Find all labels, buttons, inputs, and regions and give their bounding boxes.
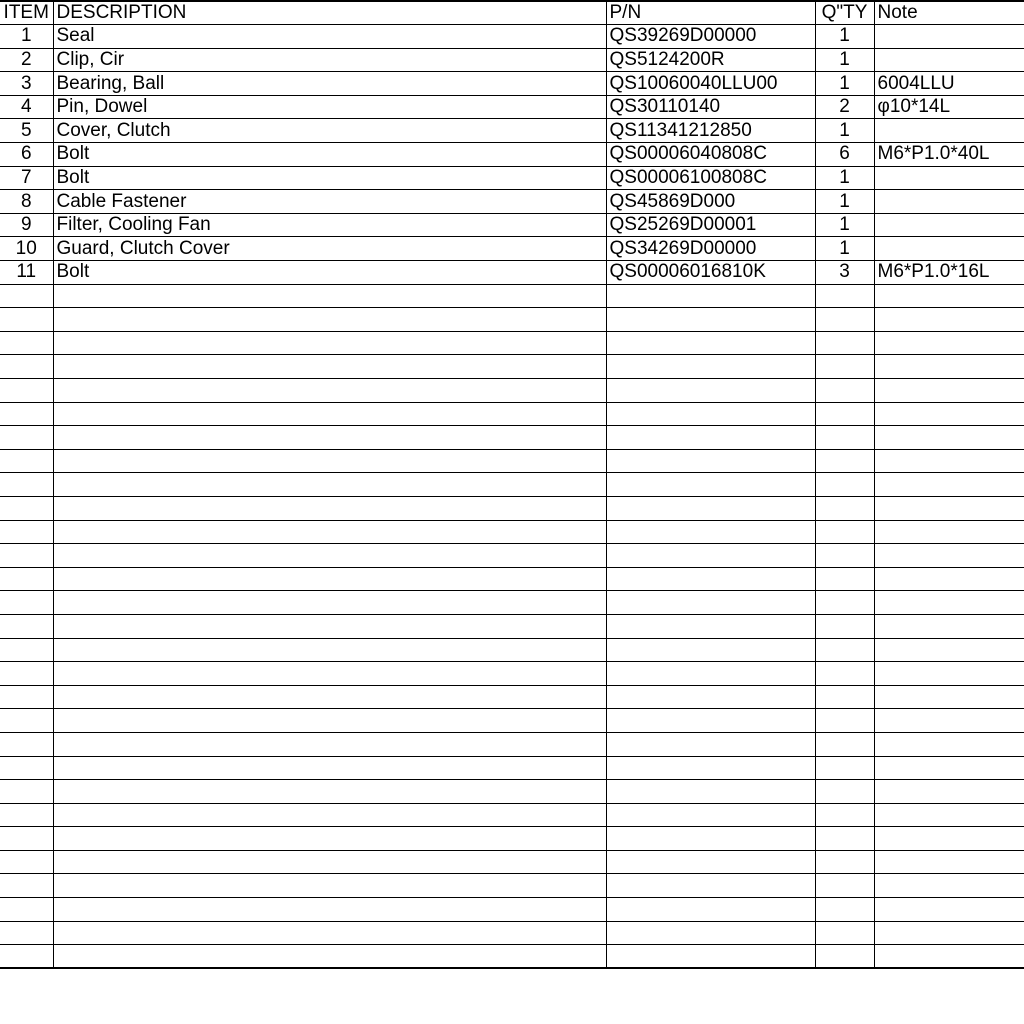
empty-table-row xyxy=(0,945,1024,969)
cell-description: Cable Fastener xyxy=(53,190,606,214)
cell-quantity: 6 xyxy=(815,143,874,167)
empty-cell xyxy=(0,874,53,898)
empty-cell xyxy=(0,473,53,497)
empty-cell xyxy=(0,379,53,403)
cell-quantity: 1 xyxy=(815,25,874,49)
empty-table-row xyxy=(0,827,1024,851)
empty-cell xyxy=(606,355,815,379)
empty-cell xyxy=(874,473,1024,497)
cell-item: 8 xyxy=(0,190,53,214)
cell-note xyxy=(874,190,1024,214)
empty-cell xyxy=(606,591,815,615)
empty-cell xyxy=(815,426,874,450)
cell-quantity: 1 xyxy=(815,119,874,143)
empty-cell xyxy=(0,921,53,945)
empty-cell xyxy=(874,496,1024,520)
empty-cell xyxy=(606,685,815,709)
empty-cell xyxy=(53,756,606,780)
empty-cell xyxy=(53,803,606,827)
cell-description: Bolt xyxy=(53,143,606,167)
empty-cell xyxy=(606,638,815,662)
empty-cell xyxy=(606,898,815,922)
empty-cell xyxy=(606,827,815,851)
empty-cell xyxy=(53,591,606,615)
empty-cell xyxy=(0,308,53,332)
empty-cell xyxy=(815,662,874,686)
empty-table-row xyxy=(0,520,1024,544)
table-row xyxy=(0,25,1024,49)
empty-cell xyxy=(53,898,606,922)
empty-cell xyxy=(815,402,874,426)
empty-cell xyxy=(606,567,815,591)
empty-cell xyxy=(874,945,1024,969)
empty-cell xyxy=(874,685,1024,709)
empty-cell xyxy=(874,379,1024,403)
empty-cell xyxy=(815,308,874,332)
empty-cell xyxy=(0,780,53,804)
table-row xyxy=(0,190,1024,214)
cell-item: 7 xyxy=(0,166,53,190)
empty-cell xyxy=(815,756,874,780)
empty-cell xyxy=(606,850,815,874)
empty-table-row xyxy=(0,638,1024,662)
empty-cell xyxy=(53,850,606,874)
empty-cell xyxy=(606,874,815,898)
empty-cell xyxy=(606,921,815,945)
empty-table-row xyxy=(0,709,1024,733)
empty-cell xyxy=(815,567,874,591)
empty-cell xyxy=(874,308,1024,332)
empty-cell xyxy=(0,638,53,662)
empty-table-row xyxy=(0,780,1024,804)
cell-part-number: QS5124200R xyxy=(606,48,815,72)
empty-cell xyxy=(815,355,874,379)
empty-cell xyxy=(53,614,606,638)
empty-cell xyxy=(606,709,815,733)
cell-part-number: QS00006016810K xyxy=(606,261,815,285)
empty-cell xyxy=(815,591,874,615)
empty-cell xyxy=(815,945,874,969)
empty-table-row xyxy=(0,732,1024,756)
cell-quantity: 3 xyxy=(815,261,874,285)
empty-cell xyxy=(0,355,53,379)
table-row xyxy=(0,48,1024,72)
cell-part-number: QS45869D000 xyxy=(606,190,815,214)
table-row xyxy=(0,119,1024,143)
table-header-row xyxy=(0,1,1024,25)
cell-item: 5 xyxy=(0,119,53,143)
empty-cell xyxy=(53,709,606,733)
cell-part-number: QS00006100808C xyxy=(606,166,815,190)
empty-cell xyxy=(874,591,1024,615)
empty-cell xyxy=(53,732,606,756)
empty-cell xyxy=(815,544,874,568)
empty-cell xyxy=(874,709,1024,733)
empty-cell xyxy=(815,709,874,733)
table-row xyxy=(0,237,1024,261)
cell-part-number: QS34269D00000 xyxy=(606,237,815,261)
empty-table-row xyxy=(0,426,1024,450)
empty-table-row xyxy=(0,874,1024,898)
empty-table-row xyxy=(0,614,1024,638)
empty-cell xyxy=(874,874,1024,898)
empty-cell xyxy=(0,827,53,851)
empty-cell xyxy=(53,662,606,686)
empty-cell xyxy=(53,379,606,403)
empty-cell xyxy=(53,780,606,804)
empty-cell xyxy=(815,520,874,544)
cell-part-number: QS39269D00000 xyxy=(606,25,815,49)
empty-table-row xyxy=(0,567,1024,591)
empty-table-row xyxy=(0,685,1024,709)
empty-table-row xyxy=(0,449,1024,473)
empty-cell xyxy=(606,732,815,756)
empty-cell xyxy=(606,780,815,804)
cell-quantity: 1 xyxy=(815,72,874,96)
empty-cell xyxy=(874,331,1024,355)
empty-cell xyxy=(815,685,874,709)
cell-note xyxy=(874,237,1024,261)
empty-cell xyxy=(0,426,53,450)
empty-cell xyxy=(0,685,53,709)
empty-cell xyxy=(53,308,606,332)
empty-cell xyxy=(0,449,53,473)
empty-cell xyxy=(0,850,53,874)
empty-cell xyxy=(815,614,874,638)
empty-cell xyxy=(874,850,1024,874)
empty-cell xyxy=(815,827,874,851)
cell-quantity: 2 xyxy=(815,95,874,119)
empty-cell xyxy=(0,284,53,308)
empty-cell xyxy=(606,331,815,355)
empty-cell xyxy=(874,898,1024,922)
empty-cell xyxy=(815,803,874,827)
empty-cell xyxy=(53,567,606,591)
empty-cell xyxy=(606,402,815,426)
cell-description: Clip, Cir xyxy=(53,48,606,72)
empty-cell xyxy=(0,520,53,544)
empty-cell xyxy=(874,355,1024,379)
empty-cell xyxy=(53,449,606,473)
empty-cell xyxy=(606,544,815,568)
empty-table-row xyxy=(0,355,1024,379)
empty-cell xyxy=(815,850,874,874)
empty-cell xyxy=(815,331,874,355)
empty-cell xyxy=(815,898,874,922)
empty-cell xyxy=(874,402,1024,426)
empty-cell xyxy=(0,709,53,733)
empty-cell xyxy=(874,803,1024,827)
empty-table-row xyxy=(0,284,1024,308)
empty-cell xyxy=(0,803,53,827)
cell-part-number: QS11341212850 xyxy=(606,119,815,143)
empty-cell xyxy=(0,402,53,426)
empty-table-row xyxy=(0,544,1024,568)
cell-part-number: QS00006040808C xyxy=(606,143,815,167)
empty-cell xyxy=(874,284,1024,308)
empty-cell xyxy=(874,732,1024,756)
table-body xyxy=(0,25,1024,969)
cell-description: Bearing, Ball xyxy=(53,72,606,96)
header-quantity: Q"TY xyxy=(815,1,874,25)
cell-part-number: QS25269D00001 xyxy=(606,213,815,237)
empty-cell xyxy=(874,780,1024,804)
empty-cell xyxy=(0,614,53,638)
cell-description: Bolt xyxy=(53,261,606,285)
empty-cell xyxy=(606,379,815,403)
empty-cell xyxy=(53,544,606,568)
cell-description: Cover, Clutch xyxy=(53,119,606,143)
empty-cell xyxy=(874,567,1024,591)
empty-table-row xyxy=(0,803,1024,827)
empty-table-row xyxy=(0,379,1024,403)
empty-cell xyxy=(874,426,1024,450)
table-row xyxy=(0,143,1024,167)
empty-cell xyxy=(0,945,53,969)
empty-cell xyxy=(53,685,606,709)
empty-cell xyxy=(815,780,874,804)
empty-cell xyxy=(53,402,606,426)
empty-cell xyxy=(606,945,815,969)
empty-cell xyxy=(53,426,606,450)
empty-cell xyxy=(815,638,874,662)
cell-note: M6*P1.0*16L xyxy=(874,261,1024,285)
empty-cell xyxy=(0,756,53,780)
empty-cell xyxy=(53,331,606,355)
empty-table-row xyxy=(0,756,1024,780)
table-row xyxy=(0,72,1024,96)
cell-description: Pin, Dowel xyxy=(53,95,606,119)
cell-note: M6*P1.0*40L xyxy=(874,143,1024,167)
empty-table-row xyxy=(0,921,1024,945)
empty-cell xyxy=(815,379,874,403)
empty-table-row xyxy=(0,898,1024,922)
cell-note xyxy=(874,48,1024,72)
empty-cell xyxy=(815,496,874,520)
empty-cell xyxy=(815,449,874,473)
empty-cell xyxy=(53,520,606,544)
cell-description: Filter, Cooling Fan xyxy=(53,213,606,237)
cell-item: 2 xyxy=(0,48,53,72)
cell-item: 3 xyxy=(0,72,53,96)
empty-cell xyxy=(874,921,1024,945)
cell-note xyxy=(874,119,1024,143)
empty-cell xyxy=(874,614,1024,638)
empty-cell xyxy=(606,449,815,473)
empty-cell xyxy=(606,662,815,686)
cell-part-number: QS10060040LLU00 xyxy=(606,72,815,96)
cell-note xyxy=(874,213,1024,237)
cell-quantity: 1 xyxy=(815,48,874,72)
empty-cell xyxy=(0,496,53,520)
cell-quantity: 1 xyxy=(815,166,874,190)
empty-cell xyxy=(815,921,874,945)
table-row xyxy=(0,261,1024,285)
cell-note xyxy=(874,166,1024,190)
empty-cell xyxy=(874,544,1024,568)
empty-cell xyxy=(53,496,606,520)
cell-item: 9 xyxy=(0,213,53,237)
empty-cell xyxy=(0,898,53,922)
empty-cell xyxy=(606,308,815,332)
cell-item: 11 xyxy=(0,261,53,285)
cell-note: φ10*14L xyxy=(874,95,1024,119)
empty-table-row xyxy=(0,496,1024,520)
empty-cell xyxy=(606,756,815,780)
table-row xyxy=(0,95,1024,119)
empty-cell xyxy=(815,284,874,308)
cell-quantity: 1 xyxy=(815,237,874,261)
empty-cell xyxy=(874,662,1024,686)
empty-cell xyxy=(874,638,1024,662)
table-row xyxy=(0,213,1024,237)
empty-cell xyxy=(874,449,1024,473)
cell-item: 6 xyxy=(0,143,53,167)
empty-cell xyxy=(606,284,815,308)
header-note: Note xyxy=(874,1,1024,25)
empty-cell xyxy=(815,473,874,497)
empty-cell xyxy=(606,614,815,638)
empty-cell xyxy=(606,473,815,497)
empty-cell xyxy=(606,426,815,450)
empty-cell xyxy=(815,732,874,756)
empty-table-row xyxy=(0,402,1024,426)
empty-cell xyxy=(53,355,606,379)
empty-cell xyxy=(53,945,606,969)
cell-note: 6004LLU xyxy=(874,72,1024,96)
empty-cell xyxy=(0,732,53,756)
empty-cell xyxy=(874,756,1024,780)
cell-quantity: 1 xyxy=(815,213,874,237)
empty-cell xyxy=(53,921,606,945)
empty-cell xyxy=(0,567,53,591)
header-item: ITEM xyxy=(0,1,53,25)
empty-cell xyxy=(815,874,874,898)
empty-table-row xyxy=(0,591,1024,615)
cell-description: Bolt xyxy=(53,166,606,190)
empty-table-row xyxy=(0,662,1024,686)
empty-cell xyxy=(606,803,815,827)
empty-table-row xyxy=(0,331,1024,355)
cell-note xyxy=(874,25,1024,49)
empty-cell xyxy=(53,638,606,662)
cell-description: Seal xyxy=(53,25,606,49)
table-row xyxy=(0,166,1024,190)
empty-cell xyxy=(53,874,606,898)
empty-cell xyxy=(0,544,53,568)
empty-cell xyxy=(0,331,53,355)
empty-table-row xyxy=(0,473,1024,497)
header-part-number: P/N xyxy=(606,1,815,25)
cell-part-number: QS30110140 xyxy=(606,95,815,119)
empty-cell xyxy=(53,827,606,851)
empty-cell xyxy=(606,496,815,520)
empty-cell xyxy=(53,473,606,497)
cell-item: 10 xyxy=(0,237,53,261)
empty-table-row xyxy=(0,850,1024,874)
empty-cell xyxy=(874,520,1024,544)
empty-table-row xyxy=(0,308,1024,332)
empty-cell xyxy=(0,591,53,615)
header-description: DESCRIPTION xyxy=(53,1,606,25)
empty-cell xyxy=(0,662,53,686)
cell-quantity: 1 xyxy=(815,190,874,214)
empty-cell xyxy=(53,284,606,308)
cell-description: Guard, Clutch Cover xyxy=(53,237,606,261)
cell-item: 1 xyxy=(0,25,53,49)
empty-cell xyxy=(606,520,815,544)
cell-item: 4 xyxy=(0,95,53,119)
empty-cell xyxy=(874,827,1024,851)
